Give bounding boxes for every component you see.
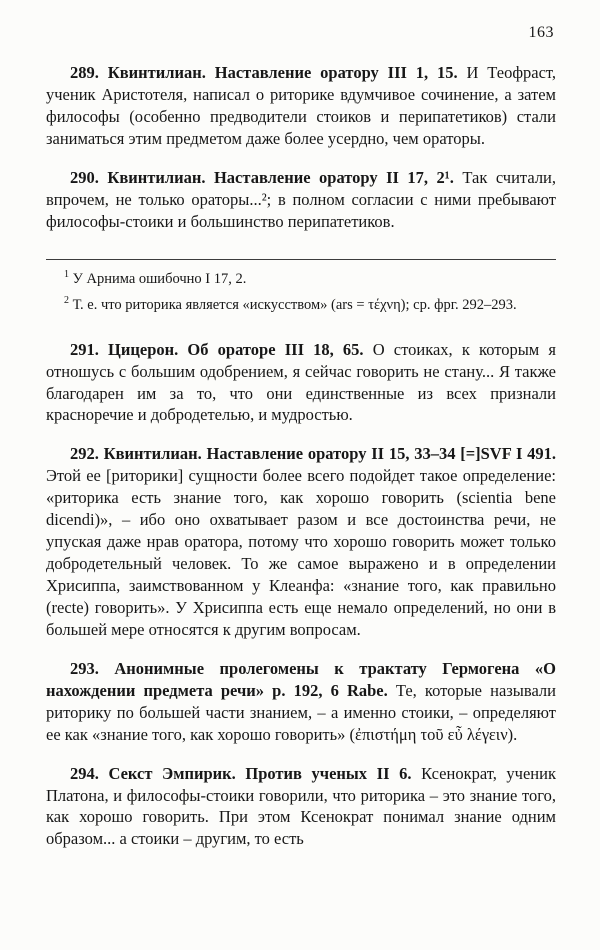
footnote-2	[46, 296, 556, 315]
footnote-1	[46, 270, 556, 289]
fragment-291-heading: 291. Цицерон. Об ораторе III 18, 65.	[70, 339, 364, 359]
fragment-293-heading: 293. Анонимные пролегомены к трактату Гермогена «О нахождении предмета речи» p. 192, 6 Rabe.	[46, 658, 556, 700]
fragment-291	[46, 339, 556, 427]
fragment-289	[46, 62, 556, 150]
fragment-294-text: Ксенократ, ученик Платона, и философы-стоики говорили, что риторика – это знание того, как хорошо говорить. При этом Ксенократ понимал знание одним образом... а стоики – другим, то есть	[46, 763, 556, 849]
fragment-289-heading: 289. Квинтилиан. Наставление оратору III 1, 15.	[70, 63, 458, 82]
page-number: 163	[528, 24, 554, 41]
fragment-293	[46, 658, 556, 746]
fragment-289-text: И Теофраст, ученик Аристотеля, написал о риторике вдумчивое сочинение, а затем философы (особенно предводители стоиков и перипатетиков) стали заниматься этим предметом даже более усердно, чем ораторы.	[46, 63, 557, 148]
fragment-293-text: Те, которые называли риторику по большей части знанием, – а именно стоики, – определяют ее как «знание того, как хорошо говорить» (ἐπιστήμη τοῦ εὖ λέγειν).	[46, 680, 556, 744]
fragment-292-text: Этой ее [риторики] сущности более всего подойдет такое определение: «риторика есть знание того, как хорошо говорить (scientia bene dicendi)», – ибо оно охватывает разом и все достоинства речи, не упуская даже нрав оратора, потому что хорошо говорить может только добродетельный человек. То же самое выражено и в определении Хрисиппа, заимствованном у Клеанфа: «знание того, как правильно (recte) говорить». У Хрисиппа есть еще немало определений, но они в большей мере относятся к другим вопросам.	[46, 466, 556, 639]
fragment-290-text: Так считали, впрочем, не только ораторы...²; в полном согласии с ними пребывают философы-стоики и большинство перипатетиков.	[46, 167, 557, 231]
footnote-2-text: Т. е. что риторика является «искусством» (ars = τέχνη); ср. фрг. 292–293.	[69, 297, 517, 314]
footnote-block	[46, 259, 556, 315]
fragment-290	[46, 167, 556, 233]
fragment-292-heading: 292. Квинтилиан. Наставление оратору II 15, 33–34 [=]SVF I 491.	[70, 444, 556, 464]
footnote-1-text: У Арнима ошибочно I 17, 2.	[69, 270, 247, 287]
footnote-2-marker: 2	[64, 295, 69, 307]
fragment-294	[46, 763, 556, 851]
fragment-291-text: О стоиках, к которым я отношусь с большим одобрением, я сейчас говорить не стану... Я также благодарен им за то, что они единственные из всех признали красноречие и добродетелью, и мудростью.	[46, 339, 556, 425]
fragment-292	[46, 443, 556, 640]
fragment-294-heading: 294. Секст Эмпирик. Против ученых II 6.	[70, 763, 412, 783]
fragment-290-heading: 290. Квинтилиан. Наставление оратору II 17, 2¹.	[70, 167, 454, 187]
footnote-1-marker: 1	[64, 268, 69, 280]
